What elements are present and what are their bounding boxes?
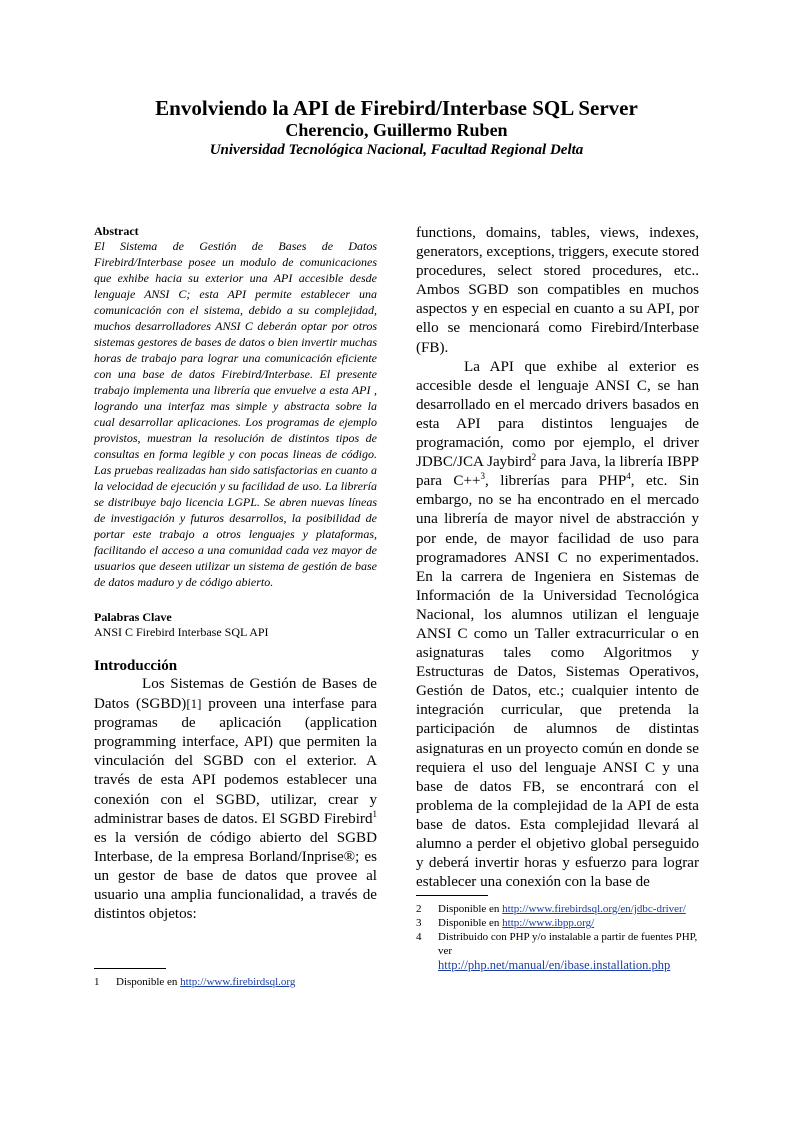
keywords-text: ANSI C Firebird Interbase SQL API xyxy=(94,625,269,639)
footnote-marker: 4 xyxy=(626,471,631,482)
footnote-text xyxy=(438,902,706,916)
footnote-link[interactable]: http://www.firebirdsql.org/en/jdbc-driver/ xyxy=(502,903,686,915)
footnote-text xyxy=(438,930,706,973)
footnote-item xyxy=(416,902,706,916)
paper-author: Cherencio, Guillermo Ruben xyxy=(285,120,508,140)
paper-affiliation: Universidad Tecnológica Nacional, Facultad Regional Delta xyxy=(209,142,584,158)
intro-text-a: Los Sistemas de Gestión de Bases de Datos (SGBD) xyxy=(94,676,377,713)
intro-text-c: es la versión de código abierto del SGBD Interbase, de la empresa Borland/Inprise®; es un gestor de base de datos que provee al usuario una amplia funcionalidad, a través de distintos objetos: xyxy=(94,829,377,923)
right-text-a: La API que exhibe al exterior es accesible desde el lenguaje ANSI C, se han desarrollado en el mercado drivers basados en esta API para distintos lenguajes de programación, como por ejemplo, el driver JDBC/JCA Jaybird xyxy=(416,358,699,471)
footnote-marker: 3 xyxy=(480,471,486,482)
abstract-text: El Sistema de Gestión de Bases de Datos Firebird/Interbase posee un modulo de comunicaciones que exhibe hacia su exterior una API accesible desde lenguaje ANSI C; esta API permite establecer una comunicación con el sistema, debido a su complejidad, muchos desarrolladores ANSI C deberán optar por otros sistemas gestores de bases de datos o bien invertir muchas horas de trabajo para lograr una comunicación eficiente con una base de datos Firebird/Interbase. El presente trabajo implementa una librería que envuelve a esta API , logrando una interfaz mas simple y abstracta sobre la cual desarrollar aplicaciones. Los programas de ejemplo provistos, muestran la resolución de distintos tipos de consultas en forma legible y con pocas lineas de código. Las pruebas realizadas han sido satisfactorias en cuanto a la velocidad de ejecución y su facilidad de uso. La librería se distribuye bajo licencia LGPL. Se abren nuevas líneas de investigación y futuros desarrollos, la posibilidad de portar este trabajo a otros lenguajes y plataformas, facilitando el acceso a una comunidad cada vez mayor de usuarios que deseen utilizar un sistema de gestión de base de datos maduro y de código abierto. xyxy=(94,239,377,589)
footnote-label: Disponible en xyxy=(116,976,181,988)
right-column xyxy=(416,224,699,892)
footnote-item xyxy=(416,930,706,973)
footnote-link[interactable]: http://php.net/manual/en/ibase.installation.php xyxy=(438,958,671,972)
footnotes-left xyxy=(94,968,377,989)
footnote-number: 1 xyxy=(94,976,100,988)
footnote-number: 4 xyxy=(416,931,422,943)
right-text-b: para Java, la librería IBPP para C++ xyxy=(416,454,699,490)
right-text-c: , librerías para PHP xyxy=(485,473,627,490)
footnote-number: 2 xyxy=(416,903,422,915)
left-column xyxy=(94,224,377,924)
right-paragraph-1: functions, domains, tables, views, indexes, generators, exceptions, triggers, execute stored procedures, select stored procedures, etc.. Ambos SGBD son compatibles en muchos aspectos y en especial en cuanto a su API, por ello se mencionará como Firebird/Interbase (FB). xyxy=(416,225,699,356)
footnote-divider xyxy=(416,895,488,896)
citation-ref: [1] xyxy=(186,696,202,712)
footnote-number: 3 xyxy=(416,917,422,929)
footnote-text xyxy=(438,916,706,930)
right-text-d: , etc. Sin embargo, no se ha encontrado en el mercado una librería de mayor nivel de abstracción y por ende, de mayor facilidad de uso para programadores ANSI C no experimentados. En la carrera de Ingeniera en Sistemas de Información de la Universidad Tecnológica Nacional, los alumnos utilizan el lenguaje ANSI C como un Taller extracurricular o en asignaturas tales como Algoritmos y Estructuras de Datos, Sistemas Operativos, Gestión de Datos, etc.; cualquier intento de integración curricular, que pretenda la participación de alumnos de distintas asignaturas en un proyecto común en donde se requiera el uso del lenguaje ANSI C y una base de datos FB, se encontrará con el problema de la complejidad de la API de esta base de datos. Esta complejidad llevará al alumno a perder el objetivo global perseguido y deberá invertir horas y esfuerzo para lograr establecer una conexión con la base de xyxy=(416,473,699,891)
footnote-divider xyxy=(94,968,166,969)
keywords-heading: Palabras Clave xyxy=(94,610,172,624)
footnotes-right xyxy=(416,895,706,973)
footnote-label: Distribuido con PHP y/o instalable a partir de fuentes PHP, ver xyxy=(438,931,698,957)
footnote-text xyxy=(116,975,377,989)
footnote-label: Disponible en xyxy=(438,917,503,929)
paper-title: Envolviendo la API de Firebird/Interbase SQL Server xyxy=(155,96,638,120)
footnote-item xyxy=(94,975,377,989)
intro-text-b: proveen una interfase para programas de aplicación (application programming interface, API) que permiten la vinculación del SGBD con el exterior. A través de esta API podemos establecer una conexión con el SGBD, utilizar, crear y administrar bases de datos. El SGBD Firebird xyxy=(94,696,377,827)
footnote-marker: 2 xyxy=(531,452,537,463)
footnote-marker: 1 xyxy=(372,808,377,819)
intro-paragraph xyxy=(94,675,377,924)
intro-heading: Introducción xyxy=(94,658,178,674)
right-paragraph-2 xyxy=(416,358,699,893)
footnote-link[interactable]: http://www.ibpp.org/ xyxy=(502,917,595,929)
abstract-heading: Abstract xyxy=(94,224,139,238)
footnote-item xyxy=(416,916,706,930)
footnote-label: Disponible en xyxy=(438,903,503,915)
paper-header xyxy=(0,96,793,160)
footnote-link[interactable]: http://www.firebirdsql.org xyxy=(180,976,296,988)
